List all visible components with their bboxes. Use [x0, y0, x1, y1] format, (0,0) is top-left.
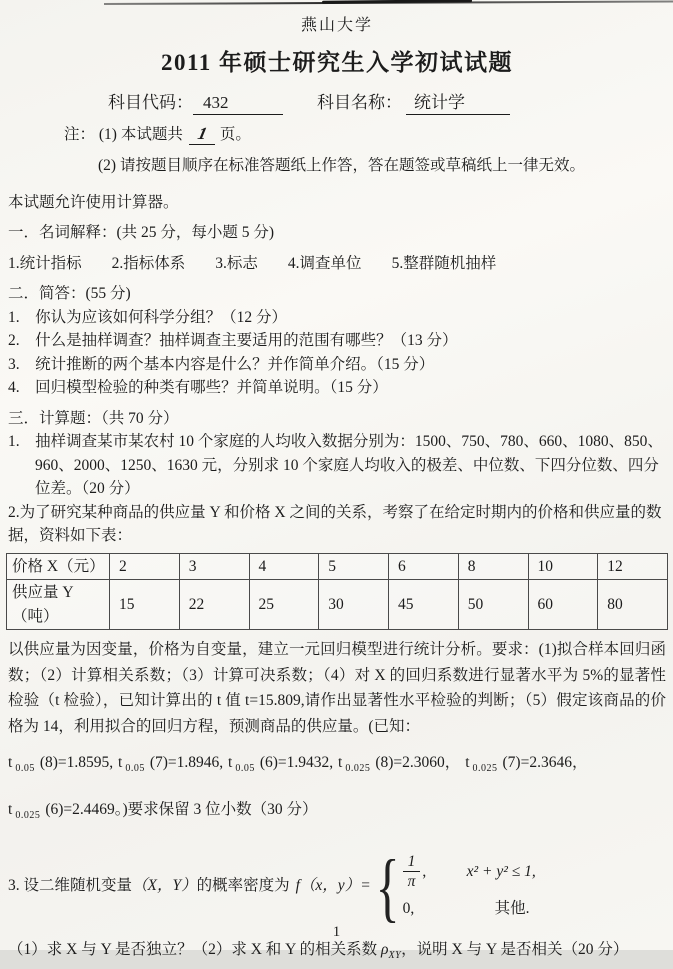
supply-cell: 45: [389, 580, 459, 630]
t-base: t: [8, 800, 13, 818]
note-line-1: [64, 122, 666, 145]
fraction-numerator: 1: [403, 853, 421, 872]
section1-heading: 一．名词解释：(共 25 分，每小题 5 分): [8, 224, 275, 242]
price-cell: 8: [458, 553, 528, 580]
university-name: 燕山大学: [300, 17, 373, 34]
rho-subscript: XY: [388, 949, 402, 961]
t-sub: 0.05: [15, 763, 35, 775]
price-cell: 6: [389, 553, 459, 580]
q3-mid: 的概率密度为: [196, 877, 290, 895]
t-base: t: [118, 754, 123, 772]
price-cell: 10: [528, 553, 598, 580]
calc-question-2-intro: 2.为了研究某种商品的供应量 Y 和价格 X 之间的关系，考察了在给定时期内的价格和供应量的数据，资料如下表：: [8, 503, 662, 545]
page-count-blank: [189, 124, 215, 145]
section2-question: 1. 你认为应该如何科学分组？（12 分）: [8, 308, 288, 326]
row-label-price: 价格 X（元）: [7, 553, 110, 580]
q3-variables: （X，Y）: [132, 877, 197, 895]
left-brace-glyph: {: [375, 842, 400, 930]
q3-sub-part1: （1）求 X 与 Y 是否独立？（2）求 X 和 Y 的相关系数: [8, 940, 382, 958]
price-cell: 5: [319, 553, 389, 580]
term-item: 3.标志: [215, 254, 258, 272]
price-supply-table: [6, 553, 668, 631]
exam-title: 2011 年硕士研究生入学初试试题: [161, 50, 513, 75]
supply-cell: 22: [179, 580, 249, 630]
price-cell: 2: [110, 553, 180, 580]
t-rest: (7)=1.8946,: [149, 754, 224, 772]
section2-question: 3. 统计推断的两个基本内容是什么？并作简单介绍。（15 分）: [8, 355, 435, 373]
section1-terms: [8, 252, 666, 276]
subject-row: [108, 88, 666, 115]
t-rest: (6)=1.9432,: [259, 754, 334, 772]
t-sub: 0.05: [235, 763, 255, 775]
note1-prefix: (1) 本试题共: [98, 125, 183, 143]
section3-heading: 三．计算题：（共 70 分）: [8, 409, 179, 427]
t-value: [338, 754, 461, 775]
q3-density-function: f（x，y）=: [295, 877, 371, 895]
t-sub: 0.025: [472, 763, 498, 775]
calculator-note: 本试题允许使用计算器。: [8, 193, 179, 211]
price-cell: 4: [249, 553, 319, 580]
t-base: t: [228, 754, 233, 772]
t-rest: (7)=2.3646，: [502, 754, 588, 772]
t-base: t: [338, 754, 343, 772]
calc-question-1: 1. 抽样调查某市某农村 10 个家庭的人均收入数据分别为：1500、750、780、660、1080、850、960、2000、1250、1630 元，分别求 10 个家庭人均收入的极差、中位数、下四分位数、四分位差。（20 分）: [8, 433, 663, 498]
t-value: [8, 754, 114, 775]
t-rest: (8)=1.8595,: [39, 754, 114, 772]
section2-question: 4. 回归模型检验的种类有哪些？并简单说明。（15 分）: [8, 379, 388, 397]
t-sub: 0.05: [125, 763, 145, 775]
case1-comma: ,: [422, 862, 427, 880]
case1-value: [403, 853, 437, 890]
t-base: t: [465, 754, 470, 772]
supply-cell: 80: [598, 580, 668, 630]
table-row-price: [7, 553, 668, 580]
term-item: 2.指标体系: [111, 254, 186, 272]
t-value: [118, 754, 224, 775]
term-item: 5.整群随机抽样: [391, 254, 497, 272]
q3-sub-part2: ，说明 X 与 Y 是否相关（20 分）: [401, 940, 629, 958]
rho-base: ρ: [381, 940, 389, 958]
case2-value: 0,: [402, 900, 415, 918]
price-cell: 12: [598, 553, 668, 580]
t-sub: 0.025: [15, 809, 41, 821]
t-sub: 0.025: [345, 763, 371, 775]
row-label-supply: 供应量 Y（吨）: [7, 580, 110, 630]
section2-question: 2. 什么是抽样调查？抽样调查主要适用的范围有哪些？（13 分）: [8, 332, 458, 350]
supply-cell: 50: [458, 580, 528, 630]
term-item: 4.调查单位: [287, 254, 362, 272]
page-number: 1: [332, 924, 341, 940]
t-value: [465, 754, 588, 775]
supply-cell: 60: [528, 580, 598, 630]
note-label: 注：: [64, 125, 96, 143]
exam-body: [8, 191, 666, 969]
supply-cell: 25: [249, 580, 319, 630]
rho-symbol: [381, 940, 402, 961]
fraction-denominator: π: [407, 873, 416, 891]
price-cell: 3: [179, 553, 249, 580]
supply-cell: 30: [319, 580, 389, 630]
t-values-line-1: [8, 751, 666, 781]
calc-question-3: [8, 842, 666, 930]
fraction-one-over-pi: [403, 853, 421, 890]
t-rest: (8)=2.3060，: [375, 754, 461, 772]
q3-prefix: 3. 设二维随机变量: [8, 877, 133, 895]
t-rest: (6)=2.4469。)要求保留 3 位小数（30 分）: [45, 800, 318, 818]
case1-condition: x² + y² ≤ 1,: [466, 862, 536, 880]
case2-condition: 其他.: [494, 900, 530, 918]
page-count-value: 1: [193, 123, 211, 143]
supply-cell: 15: [110, 580, 180, 630]
calc-question-2-requirements: 以供应量为因变量，价格为自变量，建立一元回归模型进行统计分析。要求：(1)拟合样本回归函数；（2）计算相关系数；（3）计算可决系数；（4）对 X 的回归系数进行显著水平为 5%的显著性检验（t 检验），已知计算出的 t 值 t=15.809,请作出显著性水平检验的判断；（5）假定该商品的价格为 14，利用拟合的回归方程，预测商品的供应量。(已知：: [8, 641, 666, 735]
term-item: 1.统计指标: [8, 254, 82, 272]
t-values-line-2: [8, 798, 666, 828]
t-value: [228, 754, 334, 775]
section2-heading: 二．简答：(55 分): [8, 285, 131, 303]
subject-code-label: 科目代码：: [108, 93, 193, 112]
subject-name-label: 科目名称：: [317, 93, 402, 112]
note-line-2: (2) 请按题目顺序在标准答题纸上作答，答在题签或草稿纸上一律无效。: [98, 156, 585, 174]
subject-name-value: 统计学: [406, 93, 510, 115]
piecewise-cases: [403, 851, 536, 921]
note1-suffix: 页。: [219, 125, 251, 143]
subject-code-value: 432: [193, 93, 283, 115]
t-base: t: [8, 754, 13, 772]
t-value: [8, 800, 318, 821]
table-row-supply: [7, 580, 668, 630]
